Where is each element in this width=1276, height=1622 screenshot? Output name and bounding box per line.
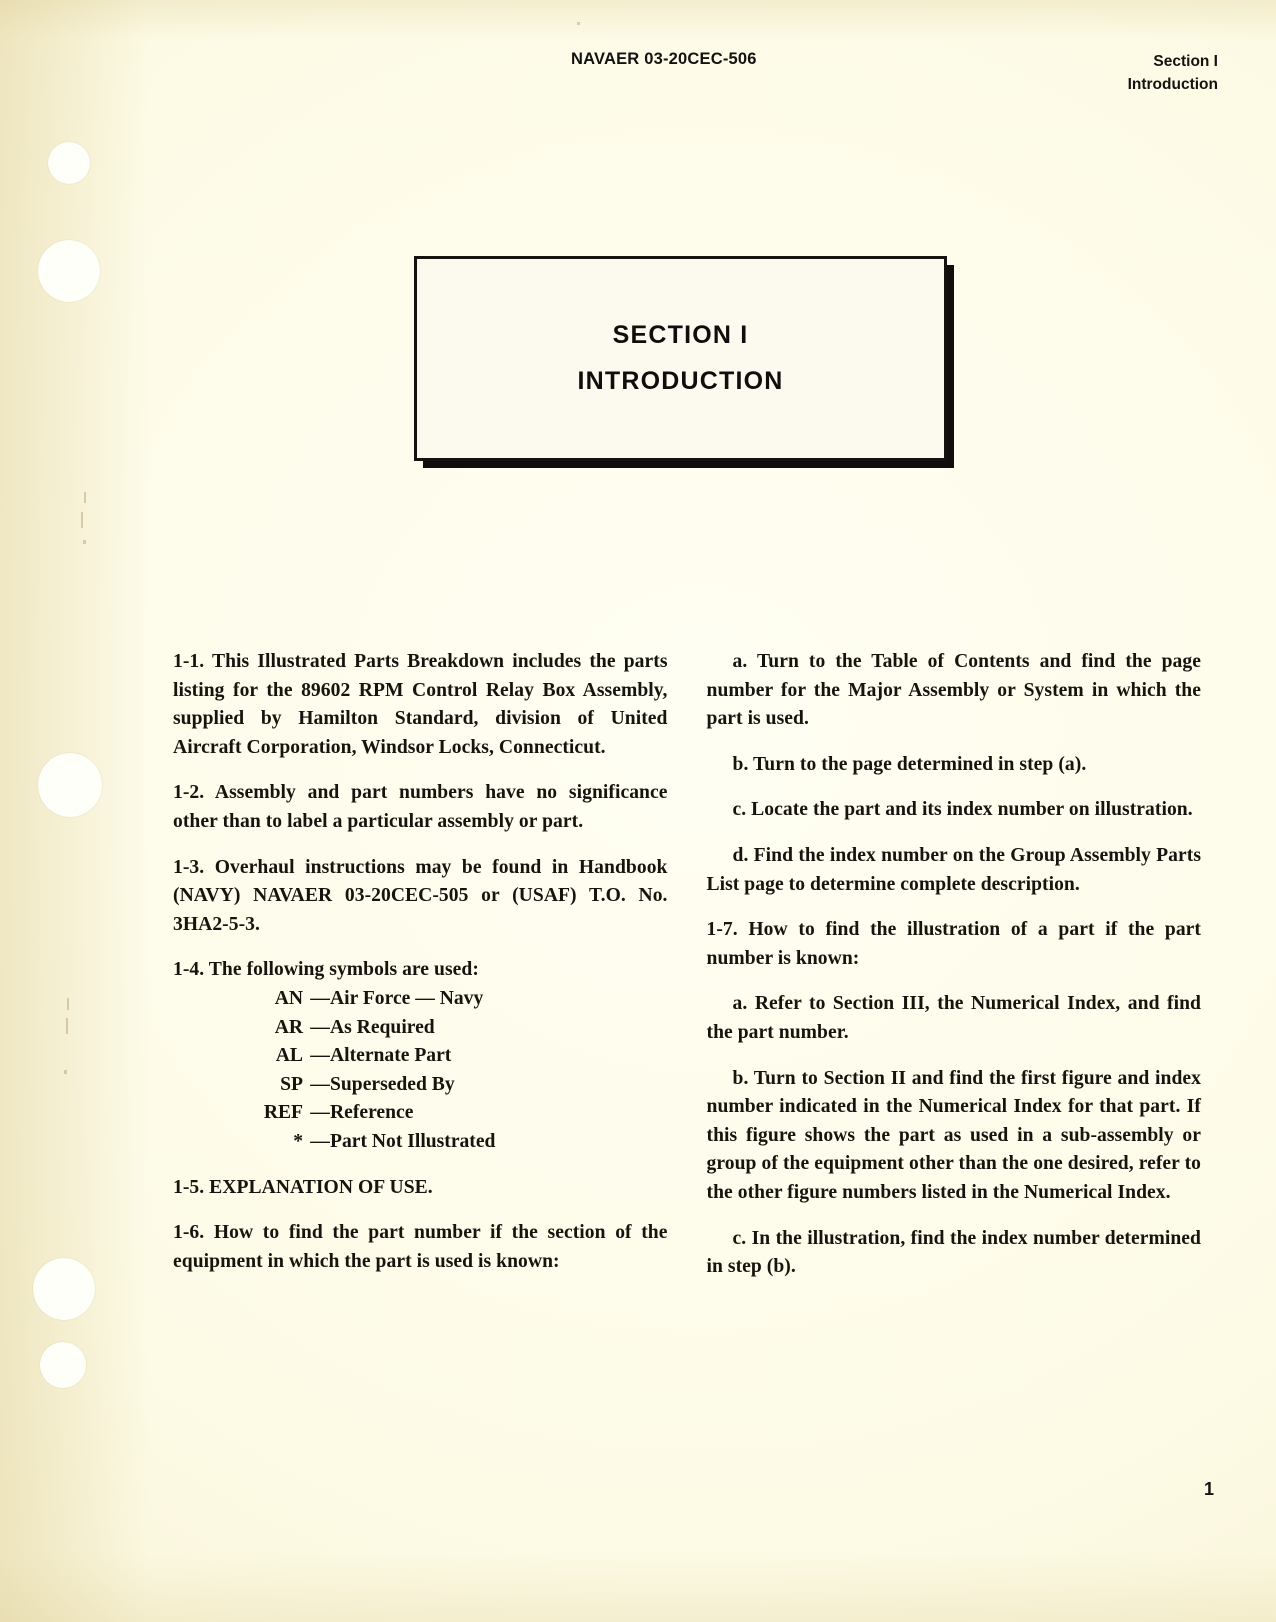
step-a — [707, 648, 1202, 734]
punch-hole — [33, 1258, 95, 1320]
paragraph-1-1: 1-1. This Illustrated Parts Breakdown includes the parts listing for the 89602 RPM Control Relay Box Assembly, supplied by Hamilton Standard, division of United Aircraft Corporation, Windsor Locks, Connecticut. — [173, 651, 668, 758]
symbol-value: Air Force — Navy — [330, 987, 484, 1009]
symbol-key: AL — [275, 1045, 303, 1067]
page-number: 1 — [1203, 1479, 1214, 1499]
symbol-legend-item — [173, 1042, 668, 1071]
header-section-block — [1128, 50, 1218, 96]
section-title-box-frame — [414, 256, 947, 461]
page-edge-shading-top — [0, 0, 1276, 40]
symbol-key: * — [293, 1130, 303, 1152]
paragraph-1-3: 1-3. Overhaul instructions may be found in Handbook (NAVY) NAVAER 03-20CEC-505 or (USAF) T.O. No. 3HA2-5-3. — [173, 856, 668, 935]
section-title-box — [414, 256, 954, 468]
symbol-value: As Required — [330, 1016, 435, 1038]
step-d — [707, 842, 1202, 899]
section-title-line-1: SECTION I — [612, 321, 749, 349]
symbol-dash: — — [310, 1045, 330, 1067]
paragraph-1-6: 1-6. How to find the part number if the section of the equipment in which the part is used is known: — [173, 1222, 668, 1272]
header-subsection-label: Introduction — [1127, 76, 1218, 93]
symbol-legend-list — [173, 985, 668, 1157]
symbol-dash: — — [310, 1102, 330, 1124]
step-d-text: d. Find the index number on the Group Assembly Parts List page to determine complete description. — [706, 844, 1201, 895]
paper-speck — [64, 1070, 67, 1074]
symbol-dash: — — [310, 1073, 330, 1095]
page-edge-shading-bottom — [0, 1552, 1276, 1622]
punch-hole — [40, 1342, 86, 1388]
symbol-legend-item — [173, 1071, 668, 1100]
punch-hole — [38, 240, 100, 302]
symbol-legend-item — [173, 1099, 668, 1128]
paper-speck — [83, 540, 86, 544]
paragraph-1-7: 1-7. How to find the illustration of a part if the part number is known: — [706, 919, 1201, 969]
step-a-text: a. Turn to the Table of Contents and find the page number for the Major Assembly or System in which the part is used. — [706, 651, 1201, 730]
step-7b-text: b. Turn to Section II and find the first figure and index number indicated in the Numerical Index for that part. If this figure shows the part as used in a sub-assembly or group of the equipment other than the one desired, refer to the other figure numbers listed in the Numerical Index. — [706, 1067, 1201, 1203]
section-title-line-2: INTRODUCTION — [577, 367, 784, 395]
symbol-key: AR — [274, 1016, 303, 1038]
step-7c — [707, 1225, 1202, 1282]
symbol-legend-item — [173, 985, 668, 1014]
symbol-key: SP — [280, 1073, 303, 1095]
paper-speck — [66, 1018, 68, 1034]
symbol-legend-item — [173, 1014, 668, 1043]
paper-speck — [577, 22, 580, 25]
symbol-value: Alternate Part — [330, 1045, 452, 1067]
paragraph-1-4: 1-4. The following symbols are used: — [173, 959, 479, 981]
body-text-area — [173, 648, 1201, 1282]
punch-hole — [48, 142, 90, 184]
symbol-key: AN — [274, 987, 303, 1009]
punch-hole — [38, 753, 102, 817]
step-c — [707, 796, 1202, 825]
step-7b — [707, 1065, 1202, 1208]
step-b-text: b. Turn to the page determined in step (a). — [732, 753, 1087, 775]
symbol-dash: — — [310, 1130, 330, 1152]
page-header — [0, 50, 1276, 100]
paper-speck — [67, 998, 69, 1010]
step-7c-text: c. In the illustration, find the index number determined in step (b). — [706, 1227, 1201, 1278]
step-c-text: c. Locate the part and its index number on illustration. — [732, 799, 1193, 821]
paper-speck — [81, 512, 83, 528]
step-b — [707, 751, 1202, 780]
paragraph-1-5: 1-5. EXPLANATION OF USE. — [173, 1176, 433, 1198]
symbol-dash: — — [310, 1016, 330, 1038]
step-7a — [707, 990, 1202, 1047]
paper-speck — [84, 492, 86, 503]
symbol-key: REF — [263, 1102, 303, 1124]
symbol-dash: — — [310, 987, 330, 1009]
paragraph-1-2: 1-2. Assembly and part numbers have no significance other than to label a particular assembly or part. — [173, 782, 668, 832]
right-column — [707, 648, 1202, 1282]
header-section-label: Section I — [1153, 53, 1218, 70]
header-document-number: NAVAER 03-20CEC-506 — [571, 50, 757, 68]
symbol-legend-item — [173, 1128, 668, 1157]
symbol-value: Part Not Illustrated — [330, 1130, 496, 1152]
step-7a-text: a. Refer to Section III, the Numerical Index, and find the part number. — [706, 993, 1201, 1043]
symbol-value: Reference — [330, 1102, 414, 1124]
symbol-value: Superseded By — [330, 1073, 455, 1095]
left-column — [173, 648, 668, 1282]
